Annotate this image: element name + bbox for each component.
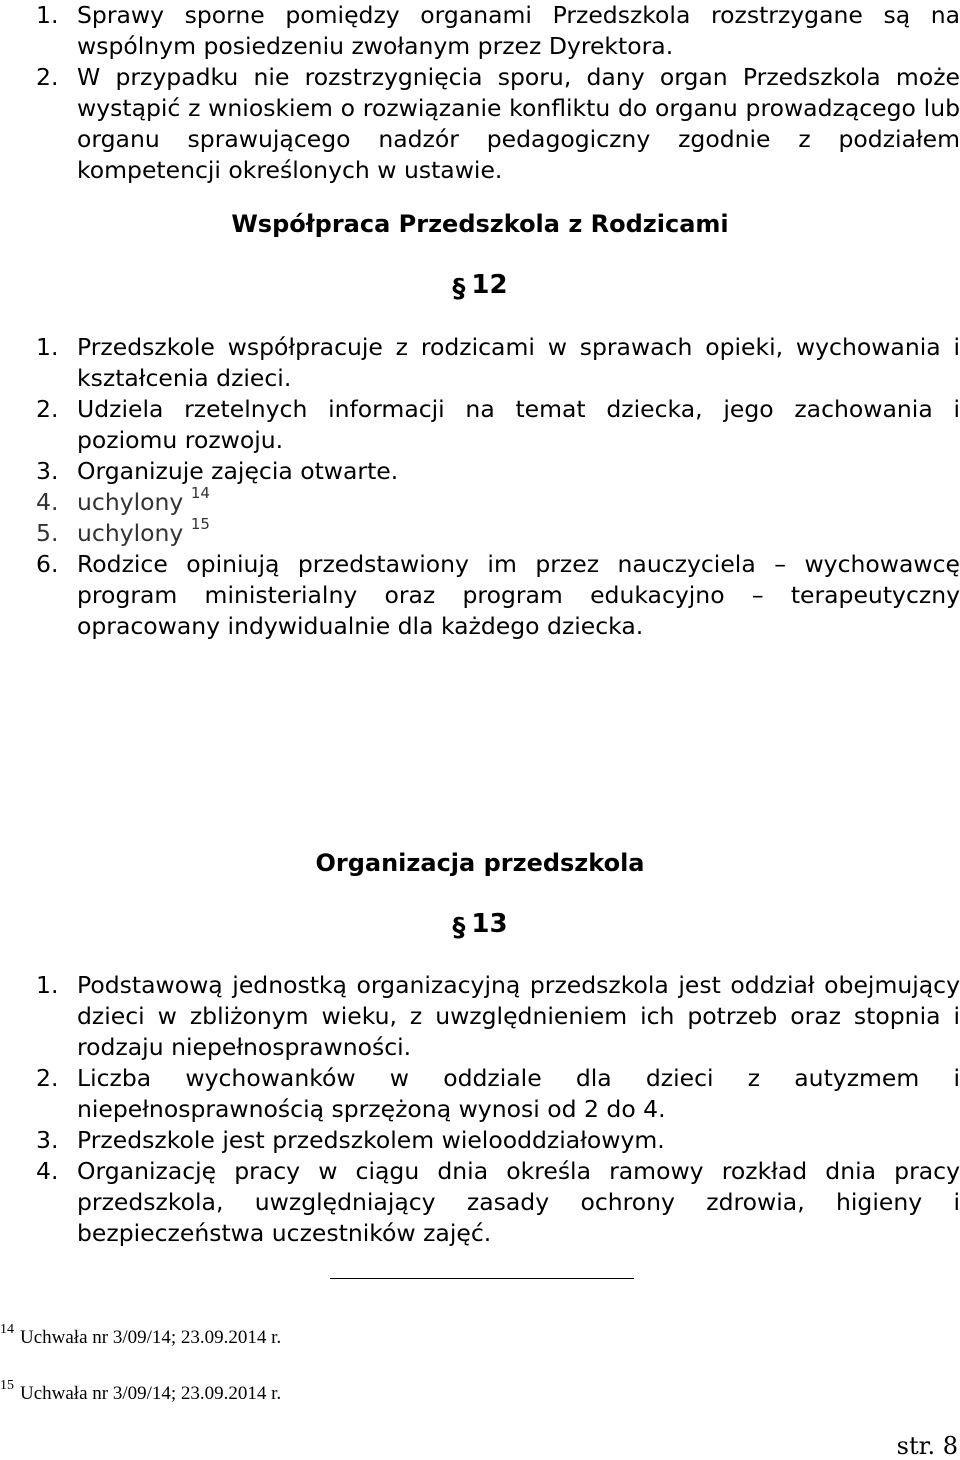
- repealed-label: uchylony: [77, 519, 184, 547]
- list-item-text: Udziela rzetelnych informacji na temat dziecka, jego zachowania i poziomu rozwoju.: [77, 395, 960, 454]
- repealed-label: uchylony: [77, 488, 184, 516]
- list-item: [36, 62, 960, 186]
- list-item-number: 1.: [36, 333, 59, 361]
- list-item-number: 4.: [36, 488, 59, 516]
- list-item-number: 2.: [36, 63, 59, 91]
- footnote-ref[interactable]: 14: [190, 484, 210, 502]
- list-item-number: 6.: [36, 550, 59, 578]
- list-item: [36, 1063, 960, 1125]
- list-item: [36, 0, 960, 62]
- list-item-text: Liczba wychowanków w oddziale dla dzieci z autyzmem i niepełnosprawnością sprzężoną wynosi od 2 do 4.: [77, 1064, 960, 1123]
- list-item: [36, 484, 960, 518]
- list-item-text: [77, 484, 960, 518]
- paragraph-number: [0, 270, 960, 304]
- page-number: str. 8: [896, 1432, 958, 1460]
- list-item-text: Organizuje zajęcia otwarte.: [77, 457, 399, 485]
- footnote-ref[interactable]: 15: [190, 515, 210, 533]
- list-item: [36, 456, 960, 487]
- section-symbol: §: [452, 913, 466, 943]
- footnote-number: 14: [0, 1322, 14, 1337]
- footnote-separator: [330, 1278, 634, 1279]
- footnote-text: Uchwała nr 3/09/14; 23.09.2014 r.: [20, 1327, 282, 1348]
- list-item: [36, 549, 960, 642]
- list-item-number: 3.: [36, 457, 59, 485]
- list-item-text: Przedszkole współpracuje z rodzicami w sprawach opieki, wychowania i kształcenia dzieci.: [77, 333, 960, 392]
- list-item-number: 4.: [36, 1157, 59, 1185]
- list-item: [36, 1125, 960, 1156]
- list-item-text: Rodzice opiniują przedstawiony im przez nauczyciela – wychowawcę program ministerialny oraz program edukacyjno – terapeutyczny opracowany indywidualnie dla każdego dziecka.: [77, 550, 960, 640]
- list-item-number: 2.: [36, 395, 59, 423]
- list-item: [36, 394, 960, 456]
- paragraph-number: [0, 909, 960, 943]
- footnote-text: Uchwała nr 3/09/14; 23.09.2014 r.: [20, 1383, 282, 1404]
- list-item-number: 1.: [36, 971, 59, 999]
- section-number: 12: [471, 270, 508, 300]
- list-item-text: W przypadku nie rozstrzygnięcia sporu, dany organ Przedszkola może wystąpić z wnioskiem o rozwiązanie konfliktu do organu prowadzącego lub organu sprawującego nadzór pedagogiczny zgodnie z podziałem kompetencji określonych w ustawie.: [77, 63, 960, 184]
- footnote: [0, 1378, 281, 1405]
- list-item: [36, 515, 960, 549]
- list-item: [36, 970, 960, 1063]
- list-item-number: 3.: [36, 1126, 59, 1154]
- list-item-text: Przedszkole jest przedszkolem wielooddziałowym.: [77, 1126, 665, 1154]
- list-item-text: Organizację pracy w ciągu dnia określa ramowy rozkład dnia pracy przedszkola, uwzględniający zasady ochrony zdrowia, higieny i bezpieczeństwa uczestników zajęć.: [77, 1157, 960, 1247]
- list-item-text: Podstawową jednostką organizacyjną przedszkola jest oddział obejmujący dzieci w zbliżonym wieku, z uwzględnieniem ich potrzeb oraz stopnia i rodzaju niepełnosprawności.: [77, 971, 960, 1061]
- footnote-number: 15: [0, 1378, 14, 1393]
- section-heading: Organizacja przedszkola: [315, 849, 645, 877]
- section-symbol: §: [452, 274, 466, 304]
- list-item: [36, 1156, 960, 1249]
- footnote: [0, 1322, 281, 1349]
- list-item-number: 5.: [36, 519, 59, 547]
- section-heading: Współpraca Przedszkola z Rodzicami: [231, 210, 729, 238]
- list-item-number: 1.: [36, 1, 59, 29]
- list-item-text: Sprawy sporne pomiędzy organami Przedszkola rozstrzygane są na wspólnym posiedzeniu zwołanym przez Dyrektora.: [77, 1, 960, 60]
- list-item-text: [77, 515, 960, 549]
- section-number: 13: [471, 909, 508, 939]
- list-item-number: 2.: [36, 1064, 59, 1092]
- list-item: [36, 332, 960, 394]
